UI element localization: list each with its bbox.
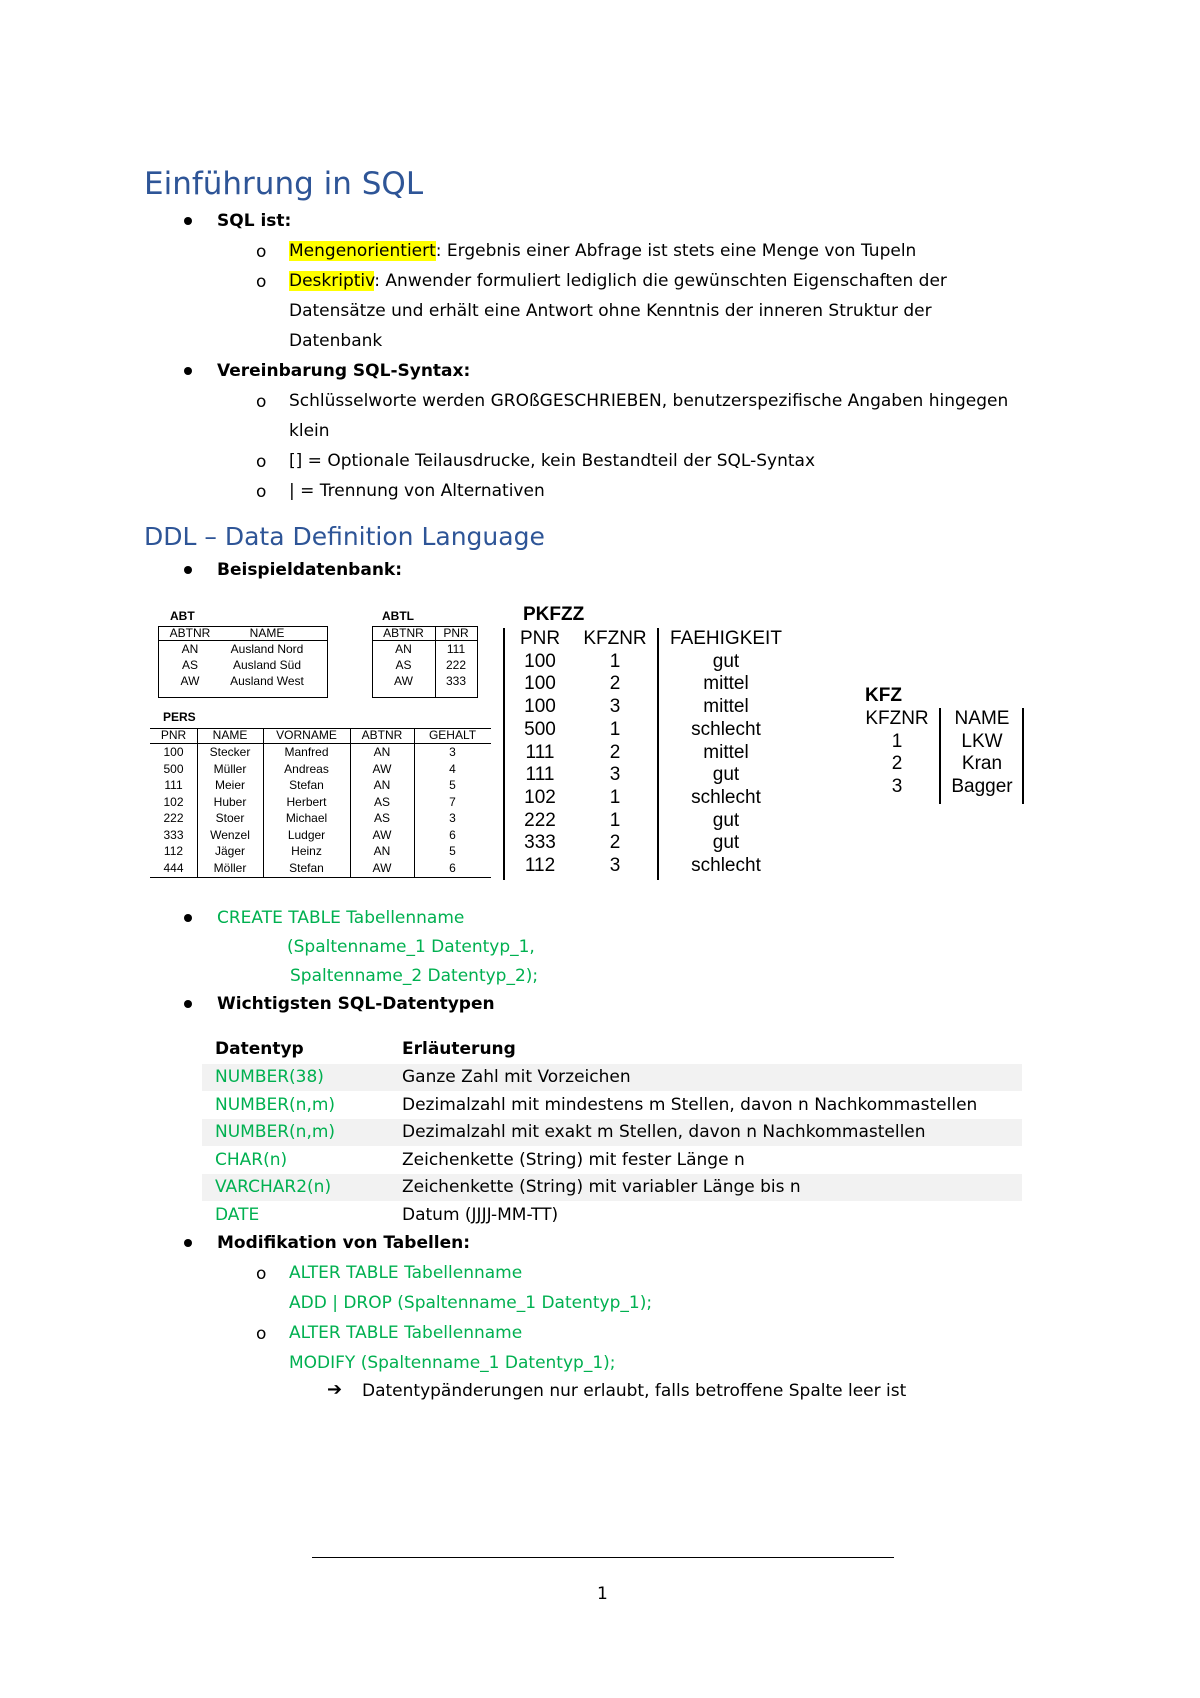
pers-cell: Jäger (214, 844, 246, 858)
bullet-icon (184, 217, 192, 225)
kfz-cell: 3 (891, 776, 903, 798)
create-line3: Spaltenname_2 Datentyp_2); (290, 966, 539, 986)
v1-line1: Schlüsselworte werden GROßGESCHRIEBEN, benutzerspezifische Angaben hingegen (289, 391, 1009, 411)
mengen-text: : Ergebnis einer Abfrage ist stets eine Menge von Tupeln (435, 241, 917, 261)
pkfzz-cell: 112 (524, 855, 556, 876)
pers-cell: 100 (163, 745, 184, 759)
pers-cell: 6 (449, 860, 456, 875)
pers-cell: Stefan (289, 778, 324, 792)
datatypes-heading: Wichtigsten SQL-Datentypen (217, 994, 495, 1014)
pers-cell: 500 (163, 761, 184, 776)
pkfzz-title: PKFZZ (523, 604, 585, 625)
pkfzz-cell: schlecht (691, 718, 761, 740)
pers-header: ABTNR (361, 728, 403, 742)
datatype-name: CHAR(n) (215, 1149, 288, 1170)
pers-cell: 4 (449, 761, 456, 776)
pkfzz-cell: 3 (609, 696, 621, 718)
footer-divider (312, 1557, 894, 1558)
pkfzz-header: FAEHIGKEIT (670, 628, 782, 649)
kfz-cell: LKW (961, 730, 1003, 752)
pkfzz-header: KFZNR (583, 628, 647, 649)
mengen-term: Mengenorientiert (289, 241, 436, 261)
abtl-title: ABTL (382, 609, 414, 623)
pkfzz-cell: 2 (609, 741, 621, 763)
beispiel-label: Beispieldatenbank: (217, 560, 403, 580)
abtl-cell: AN (395, 642, 412, 656)
pkfzz-cell: 1 (609, 718, 621, 740)
mengen-item (289, 241, 916, 261)
bullet-icon (184, 1239, 192, 1247)
pkfzz-cell: 333 (524, 832, 556, 854)
pers-cell: 5 (449, 778, 456, 792)
pers-cell: Müller (213, 761, 247, 776)
bullet-icon (184, 566, 192, 574)
pkfzz-table (503, 628, 793, 880)
bullet-icon (184, 1000, 192, 1008)
pers-cell: 102 (163, 794, 184, 809)
pkfzz-cell: 111 (525, 741, 555, 763)
pers-cell: AN (373, 778, 391, 792)
abt-cell: AW (180, 674, 200, 688)
pers-cell: 444 (163, 860, 184, 875)
abt-table (158, 626, 328, 698)
pers-title: PERS (163, 710, 196, 724)
alter1-line1: ALTER TABLE Tabellenname (289, 1263, 523, 1283)
circle-bullet-icon: o (256, 272, 267, 292)
bullet-icon (184, 367, 192, 375)
create-line2: (Spaltenname_1 Datentyp_1, (287, 937, 535, 957)
pers-header: GEHALT (428, 728, 477, 742)
pkfzz-cell: schlecht (691, 786, 761, 808)
pkfzz-cell: 1 (609, 809, 621, 831)
abtl-cell: 111 (446, 642, 466, 656)
explanation-col-header: Erläuterung (402, 1039, 516, 1059)
pers-cell: Wenzel (210, 827, 250, 842)
pkfzz-cell: 500 (524, 718, 556, 740)
pkfzz-cell: 3 (609, 764, 621, 786)
pers-cell: AS (373, 811, 390, 825)
create-line1: CREATE TABLE Tabellenname (217, 908, 465, 928)
pers-cell: 111 (164, 778, 183, 792)
pers-cell: 112 (163, 844, 184, 858)
pers-cell: 3 (449, 811, 456, 825)
circle-bullet-icon: o (256, 392, 267, 412)
pkfzz-cell: mittel (703, 673, 749, 695)
pers-cell: Ludger (287, 827, 326, 842)
pkfzz-cell: 2 (609, 832, 621, 854)
datatype-explanation: Zeichenkette (String) mit variabler Länge bis n (402, 1177, 801, 1197)
alter2-line1: ALTER TABLE Tabellenname (289, 1323, 523, 1343)
pkfzz-cell: 111 (525, 764, 555, 786)
kfz-title: KFZ (865, 685, 902, 706)
pkfzz-cell: 222 (524, 809, 556, 831)
pkfzz-cell: gut (712, 764, 740, 786)
pers-cell: AW (372, 860, 392, 875)
deskr-text-2: Datensätze und erhält eine Antwort ohne Kenntnis der inneren Struktur der (289, 301, 932, 321)
circle-bullet-icon: o (256, 1264, 267, 1284)
datatype-name: DATE (215, 1204, 260, 1225)
pkfzz-cell: mittel (703, 741, 749, 763)
datatype-name: VARCHAR2(n) (215, 1177, 332, 1197)
datatype-col-header: Datentyp (215, 1039, 304, 1059)
section-heading-ddl: DDL – Data Definition Language (144, 522, 545, 551)
abt-cell: Ausland West (230, 674, 304, 688)
deskr-term: Deskriptiv (289, 271, 375, 291)
pers-cell: 7 (449, 794, 456, 809)
pkfzz-header: PNR (519, 628, 561, 649)
page-number: 1 (597, 1584, 608, 1604)
pers-cell: Meier (214, 778, 245, 792)
pkfzz-cell: 3 (609, 855, 621, 876)
bullet-icon (184, 914, 192, 922)
datatype-explanation: Dezimalzahl mit mindestens m Stellen, davon n Nachkommastellen (402, 1094, 978, 1115)
kfz-cell: Kran (961, 753, 1003, 775)
datatype-row (202, 1064, 1022, 1091)
pkfzz-cell: gut (712, 809, 740, 831)
pkfzz-cell: schlecht (691, 855, 761, 876)
pkfzz-cell: gut (712, 832, 740, 854)
kfz-cell: 1 (891, 730, 903, 752)
pkfzz-cell: 102 (524, 786, 556, 808)
pers-cell: 5 (449, 844, 456, 858)
datatype-name: NUMBER(38) (215, 1067, 324, 1087)
datatype-explanation: Ganze Zahl mit Vorzeichen (402, 1067, 631, 1087)
datatype-row (202, 1119, 1022, 1146)
abtl-cell: AW (394, 674, 413, 688)
v1-line2: klein (289, 421, 330, 441)
pers-cell: Möller (213, 860, 247, 875)
pers-cell: AN (373, 745, 391, 759)
sql-ist-label: SQL ist: (217, 211, 292, 231)
kfz-cell: Bagger (951, 776, 1013, 798)
datatype-row (202, 1202, 1022, 1229)
datatype-explanation: Zeichenkette (String) mit fester Länge n (402, 1149, 745, 1170)
pers-cell: Manfred (284, 745, 329, 759)
abtl-header: ABTNR (383, 626, 424, 640)
circle-bullet-icon: o (256, 452, 267, 472)
abtl-cell: 333 (445, 674, 467, 688)
pkfzz-cell: 1 (609, 650, 621, 672)
abt-cell: AS (181, 658, 198, 672)
alter2-line2: MODIFY (Spaltenname_1 Datentyp_1); (289, 1353, 616, 1373)
pkfzz-cell: gut (712, 650, 740, 672)
pers-header: PNR (160, 728, 187, 742)
pers-cell: 3 (449, 745, 456, 759)
pers-cell: AW (372, 761, 392, 776)
pkfzz-cell: mittel (703, 696, 749, 718)
pers-cell: 333 (163, 827, 184, 842)
kfz-cell: 2 (891, 753, 903, 775)
vereinbarung-label: Vereinbarung SQL-Syntax: (217, 361, 471, 381)
pkfzz-cell: 100 (524, 650, 556, 672)
pers-cell: AN (373, 844, 391, 858)
pers-cell: Herbert (286, 794, 327, 809)
abtl-header: PNR (443, 626, 469, 640)
kfz-header: KFZNR (865, 708, 929, 729)
deskr-text-1: : Anwender formuliert lediglich die gewünschten Eigenschaften der (374, 271, 947, 291)
pers-cell: Huber (213, 794, 247, 809)
pkfzz-cell: 100 (524, 696, 556, 718)
circle-bullet-icon: o (256, 242, 267, 262)
abtl-cell: AS (395, 658, 412, 672)
pers-cell: Michael (285, 811, 328, 825)
pers-header: NAME (212, 728, 248, 742)
datatype-row (202, 1174, 1022, 1201)
arrow-right-icon: ➔ (327, 1379, 343, 1400)
pers-cell: Stecker (209, 745, 251, 759)
alter1-line2: ADD | DROP (Spaltenname_1 Datentyp_1); (289, 1293, 653, 1313)
kfz-table (855, 708, 1025, 804)
pers-cell: Stefan (289, 860, 324, 875)
pkfzz-cell: 100 (524, 673, 556, 695)
v2-text: [] = Optionale Teilausdrucke, kein Bestandteil der SQL-Syntax (289, 451, 816, 471)
pers-cell: Heinz (291, 844, 322, 858)
datatype-name: NUMBER(n,m) (215, 1094, 336, 1115)
kfz-header: NAME (954, 708, 1010, 729)
abt-cell: AN (181, 642, 199, 656)
deskr-text-3: Datenbank (289, 331, 383, 351)
abt-title: ABT (170, 609, 195, 623)
pers-cell: Andreas (284, 761, 329, 776)
deskr-item (289, 271, 947, 291)
pers-table (150, 728, 491, 878)
pers-cell: 6 (449, 827, 456, 842)
page-title: Einführung in SQL (144, 166, 424, 202)
abt-cell: Ausland Nord (230, 642, 304, 656)
v3-text: | = Trennung von Alternativen (289, 481, 545, 501)
modify-note: Datentypänderungen nur erlaubt, falls betroffene Spalte leer ist (362, 1381, 907, 1401)
pers-cell: AW (372, 827, 392, 842)
abtl-cell: 222 (445, 658, 467, 672)
datatype-explanation: Datum (JJJJ-MM-TT) (402, 1204, 559, 1225)
pkfzz-cell: 1 (609, 786, 621, 808)
datatype-name: NUMBER(n,m) (215, 1122, 336, 1142)
abt-header: NAME (249, 626, 285, 640)
pers-header: VORNAME (276, 728, 337, 742)
pkfzz-cell: 2 (609, 673, 621, 695)
circle-bullet-icon: o (256, 1324, 267, 1344)
pers-cell: AS (373, 794, 390, 809)
pers-cell: 222 (163, 811, 184, 825)
abt-cell: Ausland Süd (232, 658, 302, 672)
datatype-explanation: Dezimalzahl mit exakt m Stellen, davon n Nachkommastellen (402, 1122, 926, 1142)
abtl-table (372, 626, 478, 698)
circle-bullet-icon: o (256, 482, 267, 502)
datatype-row (202, 1092, 1022, 1119)
pers-cell: Stoer (215, 811, 245, 825)
datatype-row (202, 1147, 1022, 1174)
modification-heading: Modifikation von Tabellen: (217, 1233, 471, 1253)
abt-header: ABTNR (169, 626, 211, 640)
